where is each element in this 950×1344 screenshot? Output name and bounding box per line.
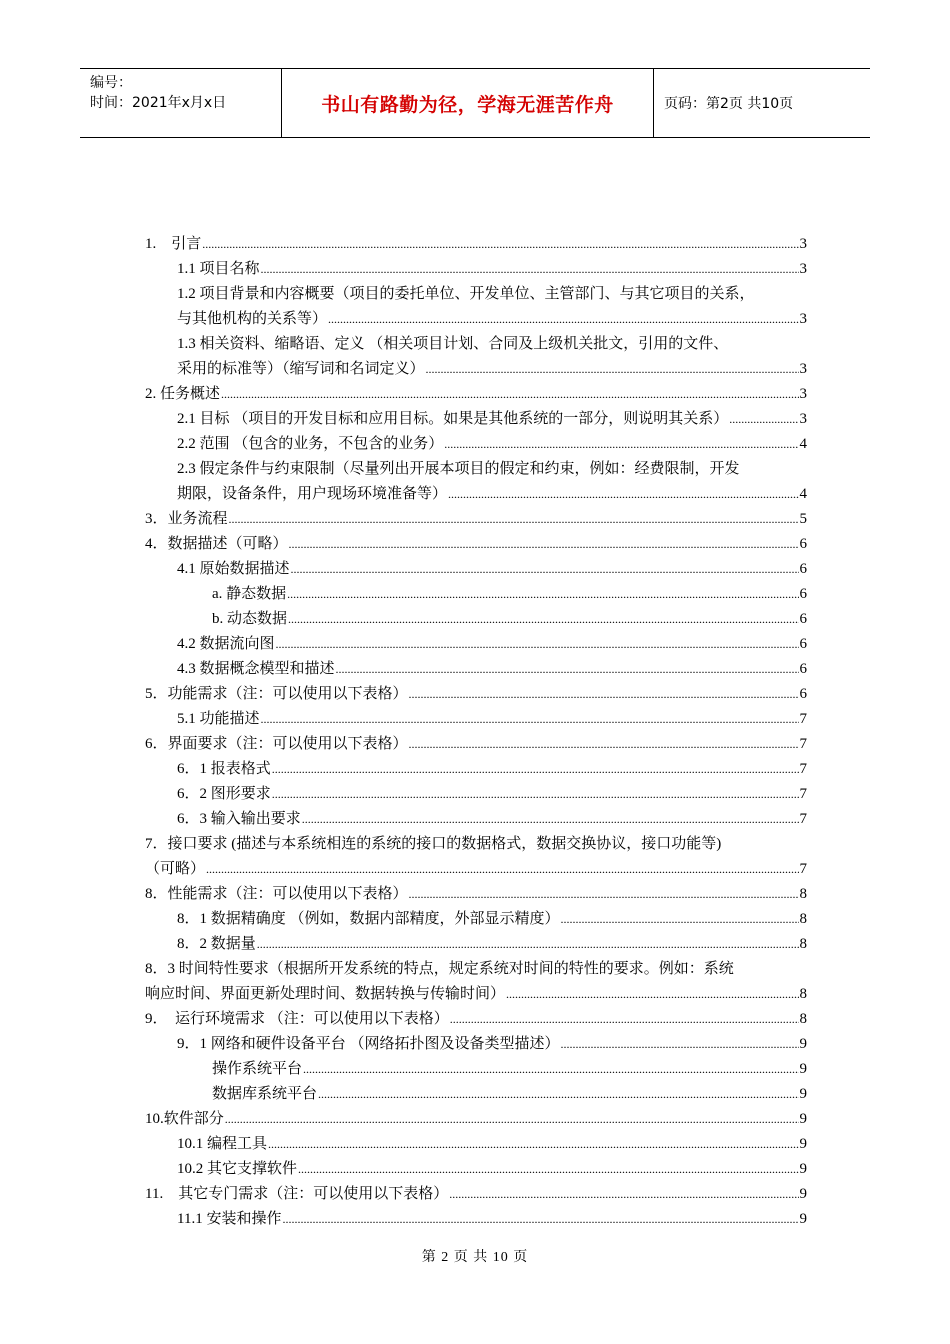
toc-entry-row bbox=[177, 482, 807, 507]
toc-dot-leader bbox=[282, 1207, 798, 1232]
toc-entry-title: 3．业务流程 bbox=[145, 511, 228, 527]
header-page-cell bbox=[654, 69, 870, 137]
toc-entry-title: 期限，设备条件，用户现场环境准备等） bbox=[177, 486, 448, 502]
toc-entry-row bbox=[212, 1082, 807, 1107]
toc-dot-leader bbox=[561, 907, 799, 932]
toc-entry-row bbox=[145, 382, 807, 407]
number-label: 编号： bbox=[90, 75, 132, 91]
table-of-contents bbox=[145, 232, 807, 1232]
toc-entry[interactable] bbox=[145, 782, 807, 807]
toc-entry-row bbox=[177, 757, 807, 782]
toc-dot-leader bbox=[336, 657, 799, 682]
toc-entry-title: 10.软件部分 bbox=[145, 1111, 224, 1127]
toc-entry-row bbox=[177, 1032, 807, 1057]
toc-entry-title: 与其他机构的关系等） bbox=[177, 311, 328, 327]
toc-page-number: 8 bbox=[799, 936, 807, 952]
toc-entry[interactable] bbox=[145, 282, 807, 332]
toc-entry[interactable] bbox=[145, 1057, 807, 1082]
toc-page-number: 4 bbox=[799, 436, 807, 452]
toc-entry[interactable] bbox=[145, 1207, 807, 1232]
toc-entry-title: 5.1 功能描述 bbox=[177, 711, 260, 727]
toc-entry[interactable] bbox=[145, 257, 807, 282]
toc-page-number: 5 bbox=[799, 511, 807, 527]
toc-dot-leader bbox=[229, 507, 799, 532]
toc-entry[interactable] bbox=[145, 1007, 807, 1032]
toc-entry-row bbox=[145, 857, 807, 882]
page-label: 页码：第2页 共10页 bbox=[664, 96, 794, 112]
toc-entry[interactable] bbox=[145, 1082, 807, 1107]
toc-entry[interactable] bbox=[145, 557, 807, 582]
toc-entry[interactable] bbox=[145, 582, 807, 607]
toc-dot-leader bbox=[268, 1132, 798, 1157]
toc-page-number: 9 bbox=[799, 1036, 807, 1052]
toc-page-number: 8 bbox=[799, 886, 807, 902]
toc-entry-title: （可略） bbox=[145, 861, 206, 877]
toc-entry-row bbox=[177, 1157, 807, 1182]
toc-entry-row bbox=[145, 732, 807, 757]
toc-page-number: 7 bbox=[799, 761, 807, 777]
toc-entry-title: 操作系统平台 bbox=[212, 1061, 303, 1077]
toc-dot-leader bbox=[729, 407, 798, 432]
toc-entry-title: 数据库系统平台 bbox=[212, 1086, 318, 1102]
toc-dot-leader bbox=[276, 632, 799, 657]
toc-page-number: 9 bbox=[799, 1061, 807, 1077]
toc-entry-title: 8．2 数据量 bbox=[177, 936, 256, 952]
toc-entry-title: 6．2 图形要求 bbox=[177, 786, 271, 802]
toc-entry-title: 9．1 网络和硬件设备平台 （网络拓扑图及设备类型描述） bbox=[177, 1036, 560, 1052]
toc-entry-title: b. 动态数据 bbox=[212, 611, 288, 627]
toc-dot-leader bbox=[272, 782, 799, 807]
toc-entry-title: 2. 任务概述 bbox=[145, 386, 221, 402]
footer-page-number: 第 2 页 共 10 页 bbox=[421, 1250, 529, 1265]
toc-page-number: 9 bbox=[799, 1136, 807, 1152]
toc-page-number: 4 bbox=[799, 486, 807, 502]
toc-entry-title: 4．数据描述（可略） bbox=[145, 536, 288, 552]
toc-dot-leader bbox=[450, 1007, 799, 1032]
toc-entry-row bbox=[145, 882, 807, 907]
toc-entry-title: 响应时间、界面更新处理时间、数据转换与传输时间） bbox=[145, 986, 506, 1002]
toc-entry-row bbox=[177, 407, 807, 432]
toc-dot-leader bbox=[287, 582, 798, 607]
toc-entry[interactable] bbox=[145, 232, 807, 257]
toc-entry-row bbox=[177, 557, 807, 582]
toc-dot-leader bbox=[298, 1157, 798, 1182]
toc-page-number: 6 bbox=[799, 661, 807, 677]
toc-entry[interactable] bbox=[145, 432, 807, 457]
toc-entry[interactable] bbox=[145, 532, 807, 557]
toc-dot-leader bbox=[318, 1082, 798, 1107]
toc-entry-row bbox=[177, 932, 807, 957]
page-footer bbox=[0, 1246, 950, 1266]
toc-entry[interactable] bbox=[145, 382, 807, 407]
toc-dot-leader bbox=[303, 1057, 798, 1082]
header-info bbox=[80, 69, 282, 137]
toc-entry-row bbox=[177, 657, 807, 682]
toc-entry[interactable] bbox=[145, 957, 807, 1007]
toc-entry-row bbox=[212, 607, 807, 632]
toc-dot-leader bbox=[409, 732, 799, 757]
toc-page-number: 8 bbox=[799, 1011, 807, 1027]
toc-page-number: 9 bbox=[799, 1111, 807, 1127]
toc-dot-leader bbox=[257, 932, 799, 957]
toc-entry-title: 11.1 安装和操作 bbox=[177, 1211, 282, 1227]
toc-dot-leader bbox=[206, 857, 798, 882]
toc-page-number: 6 bbox=[799, 636, 807, 652]
toc-entry-row bbox=[177, 357, 807, 382]
toc-entry-row bbox=[145, 1007, 807, 1032]
toc-entry-title: 6．界面要求（注：可以使用以下表格） bbox=[145, 736, 408, 752]
toc-page-number: 6 bbox=[799, 561, 807, 577]
toc-entry[interactable] bbox=[145, 907, 807, 932]
toc-entry-title: 10.2 其它支撑软件 bbox=[177, 1161, 298, 1177]
toc-entry-title: 4.3 数据概念模型和描述 bbox=[177, 661, 335, 677]
date-label: 时间：2021年x月x日 bbox=[90, 95, 227, 111]
toc-entry-row bbox=[177, 257, 807, 282]
toc-entry-title: 8．1 数据精确度 （例如，数据内部精度，外部显示精度） bbox=[177, 911, 560, 927]
toc-dot-leader bbox=[409, 682, 799, 707]
toc-page-number: 3 bbox=[799, 261, 807, 277]
toc-entry-title: 采用的标准等）（缩写词和名词定义） bbox=[177, 361, 425, 377]
toc-entry-title: a. 静态数据 bbox=[212, 586, 287, 602]
toc-page-number: 7 bbox=[799, 711, 807, 727]
toc-page-number: 8 bbox=[799, 986, 807, 1002]
toc-entry-text-line1: 7．接口要求 (描述与本系统相连的系统的接口的数据格式，数据交换协议，接口功能等) bbox=[145, 836, 722, 852]
toc-dot-leader bbox=[409, 882, 799, 907]
toc-entry-title: 4.2 数据流向图 bbox=[177, 636, 275, 652]
toc-dot-leader bbox=[288, 607, 798, 632]
toc-page-number: 9 bbox=[799, 1161, 807, 1177]
toc-page-number: 3 bbox=[799, 361, 807, 377]
toc-entry[interactable] bbox=[145, 1032, 807, 1057]
toc-page-number: 6 bbox=[799, 611, 807, 627]
toc-entry[interactable] bbox=[145, 1107, 807, 1132]
toc-entry[interactable] bbox=[145, 657, 807, 682]
toc-page-number: 8 bbox=[799, 911, 807, 927]
toc-entry-row bbox=[177, 632, 807, 657]
toc-page-number: 6 bbox=[799, 536, 807, 552]
toc-entry-row bbox=[145, 982, 807, 1007]
toc-entry-text-line1: 2.3 假定条件与约束限制（尽量列出开展本项目的假定和约束，例如：经费限制，开发 bbox=[177, 461, 740, 477]
toc-dot-leader bbox=[506, 982, 798, 1007]
toc-dot-leader bbox=[272, 757, 799, 782]
toc-entry[interactable] bbox=[145, 932, 807, 957]
toc-entry[interactable] bbox=[145, 407, 807, 432]
toc-entry-row bbox=[145, 1182, 807, 1207]
toc-entry-text-line1: 8．3 时间特性要求（根据所开发系统的特点，规定系统对时间的特性的要求。例如：系统 bbox=[145, 961, 734, 977]
toc-entry-title: 5．功能需求（注：可以使用以下表格） bbox=[145, 686, 408, 702]
toc-page-number: 3 bbox=[799, 236, 807, 252]
toc-entry-row bbox=[145, 682, 807, 707]
toc-page-number: 7 bbox=[799, 811, 807, 827]
toc-page-number: 6 bbox=[799, 686, 807, 702]
toc-dot-leader bbox=[444, 432, 798, 457]
toc-dot-leader bbox=[289, 532, 799, 557]
toc-dot-leader bbox=[221, 382, 798, 407]
toc-entry[interactable] bbox=[145, 632, 807, 657]
toc-entry[interactable] bbox=[145, 1182, 807, 1207]
toc-entry[interactable] bbox=[145, 332, 807, 382]
toc-entry-title: 2.2 范围 （包含的业务，不包含的业务） bbox=[177, 436, 444, 452]
toc-page-number: 9 bbox=[799, 1186, 807, 1202]
toc-dot-leader bbox=[449, 1182, 798, 1207]
toc-entry-row bbox=[212, 582, 807, 607]
toc-page-number: 7 bbox=[799, 786, 807, 802]
toc-entry-row bbox=[177, 1207, 807, 1232]
toc-entry[interactable] bbox=[145, 707, 807, 732]
toc-entry-row bbox=[212, 1057, 807, 1082]
toc-dot-leader bbox=[261, 257, 799, 282]
toc-entry-title: 1.1 项目名称 bbox=[177, 261, 260, 277]
toc-page-number: 7 bbox=[799, 736, 807, 752]
toc-entry-title: 6．1 报表格式 bbox=[177, 761, 271, 777]
toc-entry[interactable] bbox=[145, 732, 807, 757]
toc-entry[interactable] bbox=[145, 607, 807, 632]
toc-page-number: 9 bbox=[799, 1211, 807, 1227]
toc-entry-row bbox=[177, 782, 807, 807]
toc-page-number: 3 bbox=[799, 411, 807, 427]
toc-page-number: 6 bbox=[799, 586, 807, 602]
toc-entry-row bbox=[177, 1132, 807, 1157]
toc-entry-title: 6．3 输入输出要求 bbox=[177, 811, 301, 827]
toc-entry[interactable] bbox=[145, 882, 807, 907]
toc-page-number: 7 bbox=[799, 861, 807, 877]
motto-text: 书山有路勤为径，学海无涯苦作舟 bbox=[321, 93, 614, 116]
toc-entry[interactable] bbox=[145, 457, 807, 507]
toc-entry-row bbox=[145, 232, 807, 257]
toc-entry-text-line1: 1.3 相关资料、缩略语、定义 （相关项目计划、合同及上级机关批文，引用的文件、 bbox=[177, 336, 729, 352]
toc-dot-leader bbox=[225, 1107, 799, 1132]
toc-entry[interactable] bbox=[145, 1132, 807, 1157]
header-motto-cell bbox=[282, 69, 654, 137]
toc-entry-text-line1: 1.2 项目背景和内容概要（项目的委托单位、开发单位、主管部门、与其它项目的关系， bbox=[177, 286, 755, 302]
toc-entry-row bbox=[177, 907, 807, 932]
toc-page-number: 3 bbox=[799, 311, 807, 327]
toc-entry-row bbox=[177, 707, 807, 732]
toc-entry[interactable] bbox=[145, 832, 807, 882]
toc-entry[interactable] bbox=[145, 807, 807, 832]
toc-dot-leader bbox=[448, 482, 798, 507]
toc-entry[interactable] bbox=[145, 757, 807, 782]
toc-entry-title: 10.1 编程工具 bbox=[177, 1136, 268, 1152]
toc-entry-title: 2.1 目标 （项目的开发目标和应用目标。如果是其他系统的一部分，则说明其关系） bbox=[177, 411, 729, 427]
toc-entry-title: 1. 引言 bbox=[145, 236, 202, 252]
toc-entry-row bbox=[177, 307, 807, 332]
toc-entry-row bbox=[145, 1107, 807, 1132]
toc-page-number: 9 bbox=[799, 1086, 807, 1102]
toc-entry-title: 11. 其它专门需求（注：可以使用以下表格） bbox=[145, 1186, 449, 1202]
toc-entry-title: 8．性能需求（注：可以使用以下表格） bbox=[145, 886, 408, 902]
toc-entry-title: 4.1 原始数据描述 bbox=[177, 561, 290, 577]
toc-entry-row bbox=[145, 532, 807, 557]
toc-dot-leader bbox=[328, 307, 798, 332]
toc-entry[interactable] bbox=[145, 1157, 807, 1182]
toc-dot-leader bbox=[561, 1032, 799, 1057]
toc-dot-leader bbox=[202, 232, 798, 257]
toc-entry-row bbox=[145, 507, 807, 532]
toc-entry[interactable] bbox=[145, 682, 807, 707]
toc-dot-leader bbox=[291, 557, 799, 582]
toc-dot-leader bbox=[261, 707, 799, 732]
page-header bbox=[80, 68, 870, 138]
toc-entry-title: 9． 运行环境需求 （注：可以使用以下表格） bbox=[145, 1011, 449, 1027]
toc-page-number: 3 bbox=[799, 386, 807, 402]
toc-dot-leader bbox=[426, 357, 799, 382]
toc-dot-leader bbox=[302, 807, 799, 832]
toc-entry-row bbox=[177, 807, 807, 832]
toc-entry[interactable] bbox=[145, 507, 807, 532]
toc-entry-row bbox=[177, 432, 807, 457]
